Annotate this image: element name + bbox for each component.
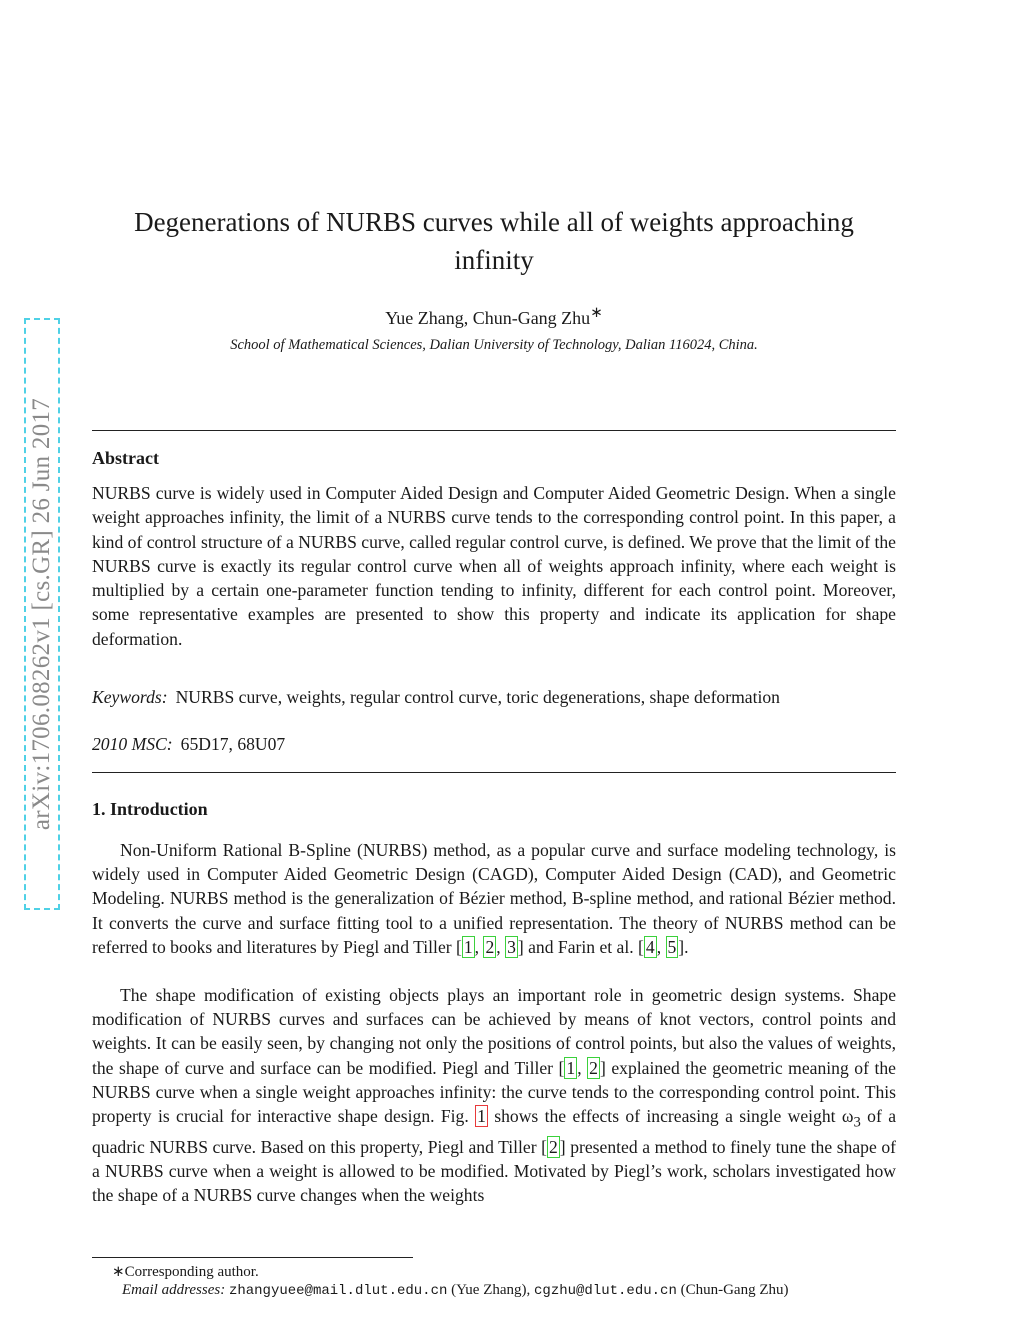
citation-link[interactable]: 2: [485, 936, 495, 957]
citation-link[interactable]: 2: [549, 1136, 558, 1157]
footnote-corresponding: ∗Corresponding author.: [112, 1264, 259, 1280]
email-link[interactable]: zhangyuee@mail.dlut.edu.cn: [228, 1283, 448, 1299]
email-owner: (Yue Zhang),: [447, 1282, 535, 1298]
msc-text: 65D17, 68U07: [180, 734, 286, 754]
citation-link[interactable]: 4: [645, 936, 655, 957]
arxiv-stamp[interactable]: [24, 318, 60, 910]
citation-link[interactable]: 5: [667, 936, 677, 957]
email-link[interactable]: cgzhu@dlut.edu.cn: [534, 1283, 677, 1299]
citation-separator: ,: [577, 1057, 588, 1078]
paragraph-text: ].: [678, 936, 689, 957]
citation-separator: ,: [656, 936, 666, 957]
arxiv-identifier[interactable]: arXiv:1706.08262v1 [cs.GR] 26 Jun 2017: [28, 397, 55, 831]
paragraph-text: ] and Farin et al. [: [517, 936, 644, 957]
paragraph-text: shows the effects of increasing a single weight ω: [487, 1106, 854, 1127]
abstract-bottom-rule: [92, 772, 896, 773]
citation-separator: ,: [496, 936, 506, 957]
paragraph-text: of a quadric NURBS curve. Based on this property, Piegl and Tiller [: [92, 1106, 897, 1157]
abstract-text: NURBS curve is widely used in Computer Aided Design and Computer Aided Geometric Design. When a single weight approaches infinity, the limit of a NURBS curve tends to the corresponding control point. In this paper, a kind of control structure of a NURBS curve, called regular control curve, is defined. We prove that the limit of the NURBS curve is exactly its regular control curve when all of weights approach infinity, where each weight is multiplied by a certain one-parameter function tending to infinity, different for each control point. Moreover, some representative examples are presented to show this property and indicate its application for shape deformation.: [92, 483, 896, 649]
authors: [92, 303, 896, 329]
paper-title: [92, 203, 896, 279]
title-line-1: Degenerations of NURBS curves while all of weights approaching: [134, 207, 854, 237]
msc-label: 2010 MSC:: [92, 734, 173, 754]
subscript: 3: [853, 1114, 861, 1131]
corresponding-author-mark: ∗: [590, 305, 603, 321]
affiliation: School of Mathematical Sciences, Dalian University of Technology, Dalian 116024, China.: [230, 337, 758, 353]
keywords: [92, 685, 896, 709]
section-heading-introduction: 1. Introduction: [92, 799, 208, 819]
msc-codes: [92, 734, 285, 755]
citation-link[interactable]: 1: [463, 936, 473, 957]
paragraph-text: ] explained the geometric meaning of the NURBS curve when a single weight approaches infinity: the curve tends to the corresponding control point. This property is crucial for interactive shape design. Fig.: [92, 1057, 896, 1127]
author-names: Yue Zhang, Chun-Gang Zhu: [385, 308, 591, 328]
figure-link[interactable]: 1: [477, 1106, 486, 1127]
abstract-top-rule: [92, 430, 896, 431]
intro-paragraph-1: [92, 838, 896, 959]
keywords-label: Keywords:: [92, 687, 168, 707]
footnote-emails: [122, 1282, 789, 1299]
citation-link[interactable]: 1: [566, 1057, 576, 1078]
paragraph-text: ] presented a method to finely tune the shape of a NURBS curve when a weight is allowed to be modified. Motivated by Piegl’s work, scholars investigated how the shape of a NURBS curve changes when the weights: [92, 1136, 896, 1206]
email-owner: (Chun-Gang Zhu): [676, 1282, 789, 1298]
abstract-heading: Abstract: [92, 448, 159, 468]
footnote-rule: [92, 1257, 413, 1258]
email-label: Email addresses:: [122, 1282, 226, 1298]
title-line-2: infinity: [454, 245, 534, 275]
paragraph-text: The shape modification of existing objects plays an important role in geometric design systems. Shape modification of NURBS curves and surfaces can be achieved by means of knot vectors, control points and weights. It can be easily seen, by changing not only the positions of control points, but also the values of weights, the shape of curve and surface can be modified. Piegl and Tiller [: [92, 985, 896, 1078]
citation-separator: ,: [474, 936, 484, 957]
paragraph-text: Non-Uniform Rational B-Spline (NURBS) method, as a popular curve and surface modeling technology, is widely used in Computer Aided Geometric Design (CAGD), Computer Aided Design (CAD), and Geometric Modeling. NURBS method is the generalization of Bézier method, B-spline method, and rational Bézier method. It converts the curve and surface fitting tool to a unified representation. The theory of NURBS method can be referred to books and literatures by Piegl and Tiller [: [92, 840, 896, 957]
keywords-text: NURBS curve, weights, regular control curve, toric degenerations, shape deformation: [175, 687, 780, 707]
citation-link[interactable]: 3: [507, 936, 516, 957]
intro-paragraph-2: [92, 983, 896, 1207]
citation-link[interactable]: 2: [589, 1057, 598, 1078]
